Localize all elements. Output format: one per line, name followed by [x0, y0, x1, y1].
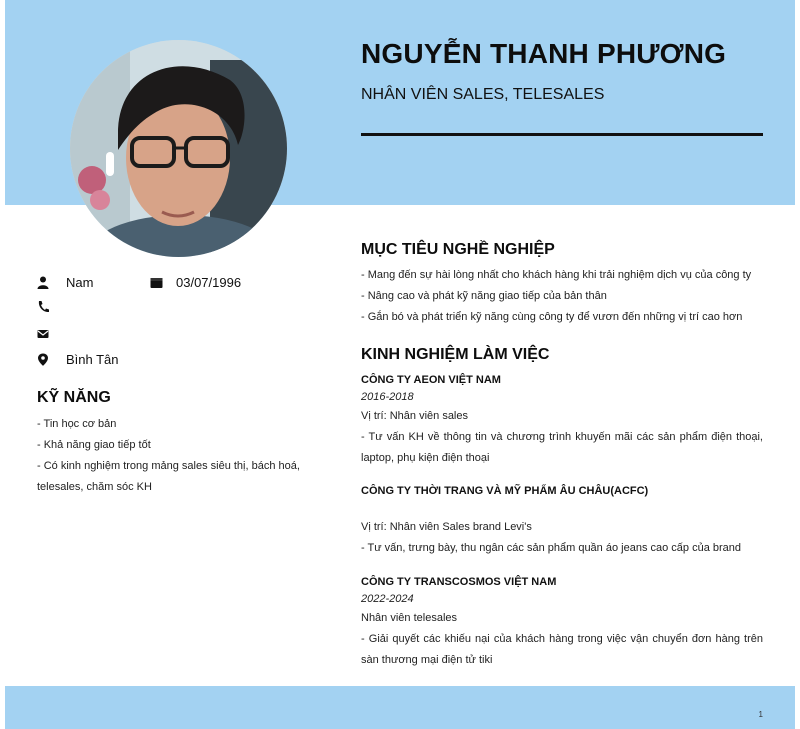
experience-item [361, 483, 763, 559]
experience-item [361, 372, 763, 469]
contact-birthday [150, 275, 241, 290]
footer-band [5, 686, 795, 729]
objective-item: - Nâng cao và phát kỹ năng giao tiếp của bản thân [361, 290, 607, 302]
skill-item: - Tin học cơ bản [37, 418, 117, 430]
job-description: - Tư vấn KH về thông tin và chương trình khuyến mãi các sản phẩm điện thoại, laptop, phụ kiện điện thoại [361, 431, 763, 464]
contact-address [37, 352, 119, 367]
skills-list [37, 414, 317, 498]
calendar-icon [150, 277, 163, 289]
objective-item: - Mang đến sự hài lòng nhất cho khách hàng khi trải nghiệm dịch vụ của công ty [361, 269, 752, 281]
job-description: - Giải quyết các khiếu nại của khách hàng trong việc vận chuyển đơn hàng trên sàn thương mại điện tử tiki [361, 633, 763, 666]
profile-photo [70, 40, 287, 257]
candidate-name: NGUYỄN THANH PHƯƠNG [361, 38, 727, 69]
gender-value: Nam [66, 275, 94, 290]
job-period: 2022-2024 [361, 593, 414, 605]
objective-item: - Gắn bó và phát triển kỹ năng cùng công ty để vươn đến những vị trí cao hơn [361, 311, 743, 323]
user-icon [37, 276, 49, 289]
birthday-value: 03/07/1996 [176, 275, 242, 290]
objective-list [361, 265, 763, 328]
skill-item: - Khả năng giao tiếp tốt [37, 439, 151, 451]
job-description: - Tư vấn, trưng bày, thu ngân các sản phẩm quần áo jeans cao cấp của brand [361, 542, 742, 554]
header-divider [361, 133, 763, 136]
company-name: CÔNG TY THỜI TRANG VÀ MỸ PHẨM ÂU CHÂU(ACFC) [361, 485, 649, 497]
job-period [361, 499, 763, 517]
company-name: CÔNG TY AEON VIỆT NAM [361, 374, 501, 386]
company-name: CÔNG TY TRANSCOSMOS VIỆT NAM [361, 576, 557, 588]
skill-item: - Có kinh nghiệm trong mảng sales siêu thị, bách hoá, telesales, chăm sóc KH [37, 460, 300, 493]
experience-title: KINH NGHIỆM LÀM VIỆC [361, 346, 550, 363]
skills-title: KỸ NĂNG [37, 389, 111, 406]
job-position: Vị trí: Nhân viên Sales brand Levi's [361, 521, 532, 533]
address-value: Bình Tân [66, 352, 119, 367]
mail-icon [37, 327, 49, 340]
job-position: Nhân viên telesales [361, 612, 458, 624]
experience-item [361, 574, 763, 671]
page-number: 1 [758, 710, 763, 719]
objective-title: MỤC TIÊU NGHỀ NGHIỆP [361, 241, 555, 258]
contact-email [37, 327, 66, 340]
location-icon [37, 353, 49, 366]
contact-phone [37, 300, 66, 313]
job-period: 2016-2018 [361, 391, 414, 403]
phone-icon [37, 300, 49, 313]
candidate-role: NHÂN VIÊN SALES, TELESALES [361, 86, 605, 103]
contact-gender [37, 275, 93, 290]
job-position: Vị trí: Nhân viên sales [361, 410, 468, 422]
